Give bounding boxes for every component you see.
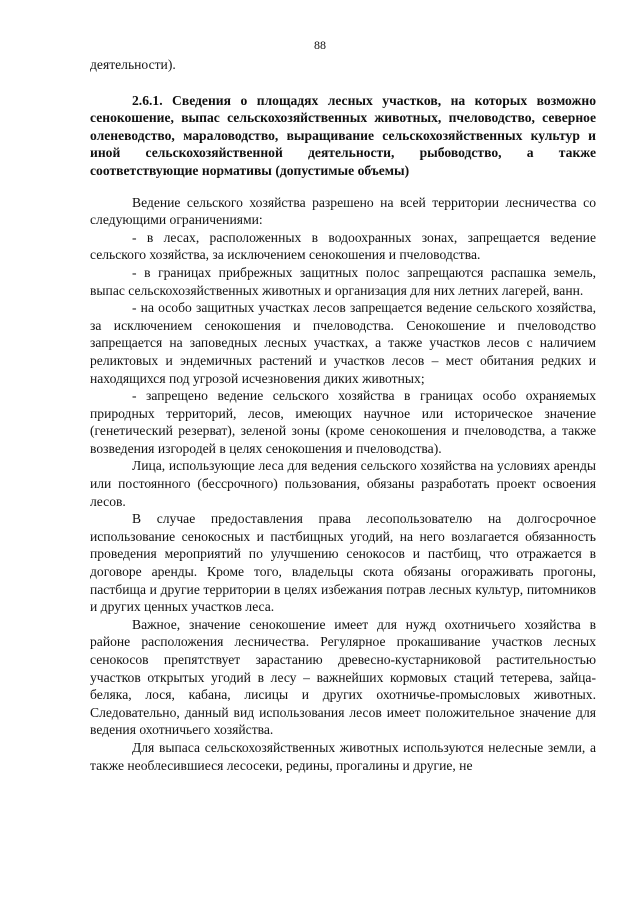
continuation-text: деятельности). (90, 57, 176, 72)
restriction-item-1: - в лесах, расположенных в водоохранных зонах, запрещается ведение сельского хозяйства, за исключением сенокошения и пчеловодства. (90, 229, 596, 263)
paragraph-project: Лица, использующие леса для ведения сельского хозяйства на условиях аренды или постоянного (бессрочного) пользования, обязаны разработать проект освоения лесов. (90, 458, 596, 509)
intro-paragraph: Ведение сельского хозяйства разрешено на всей территории лесничества со следующими ограничениями: (90, 194, 596, 228)
paragraph-grazing: Для выпаса сельскохозяйственных животных используются нелесные земли, а также необлесившиеся лесосеки, редины, прогалины и другие, не (90, 739, 596, 773)
paragraph-hunting-importance: Важное, значение сенокошение имеет для нужд охотничьего хозяйства в районе расположения лесничества. Регулярное прокашивание участков лесных сенокосов препятствует зарастанию древесно-кустарниковой растительностью участков открытых угодий в лесу – важнейших кормовых стаций тетерева, зайца-беляка, лося, кабана, лисицы и других охотничье-промысловых животных. Следовательно, данный вид использования лесов имеет положительное значение для ведения охотничьего хозяйства. (90, 616, 596, 738)
restriction-item-3: - на особо защитных участках лесов запрещается ведение сельского хозяйства, за исключением сенокошения и пчеловодства. Сенокошение и пчеловодство запрещается на заповедных лесных участках, а также участков лесов с наличием реликтовых и эндемичных растений и участков лесов – мест обитания редких и находящихся под угрозой исчезновения диких животных; (90, 300, 596, 386)
restriction-item-4: - запрещено ведение сельского хозяйства в границах особо охраняемых природных территорий, лесов, имеющих научное или историческое значение (генетический резерват), зеленой зоны (кроме сенокошения и пчеловодства, а также возведения изгородей в целях сенокошения и пчеловодства). (90, 388, 596, 456)
section-heading: 2.6.1. Сведения о площадях лесных участков, на которых возможно сенокошение, выпас сельскохозяйственных животных, пчеловодство, северное оленеводство, мараловодство, выращивание сельскохозяйственных культур и иной сельскохозяйственной деятельности, рыбоводство, а также соответствующие нормативы (допустимые объемы) (90, 92, 596, 178)
document-body (90, 56, 596, 774)
page-number: 88 (314, 38, 326, 52)
restriction-item-2: - в границах прибрежных защитных полос запрещаются распашка земель, выпас сельскохозяйственных животных и организация для них летних лагерей, ванн. (90, 264, 596, 298)
paragraph-long-term-use: В случае предоставления права лесопользователю на долгосрочное использование сенокосных и пастбищных угодий, на него возлагается обязанность проведения мероприятий по улучшению сенокосов и пастбищ, что отражается в договоре аренды. Кроме того, владельцы скота обязаны огораживать прогоны, пастбища и другие территории в целях избежания потрав лесных культур, питомников и других ценных участков леса. (90, 511, 596, 615)
